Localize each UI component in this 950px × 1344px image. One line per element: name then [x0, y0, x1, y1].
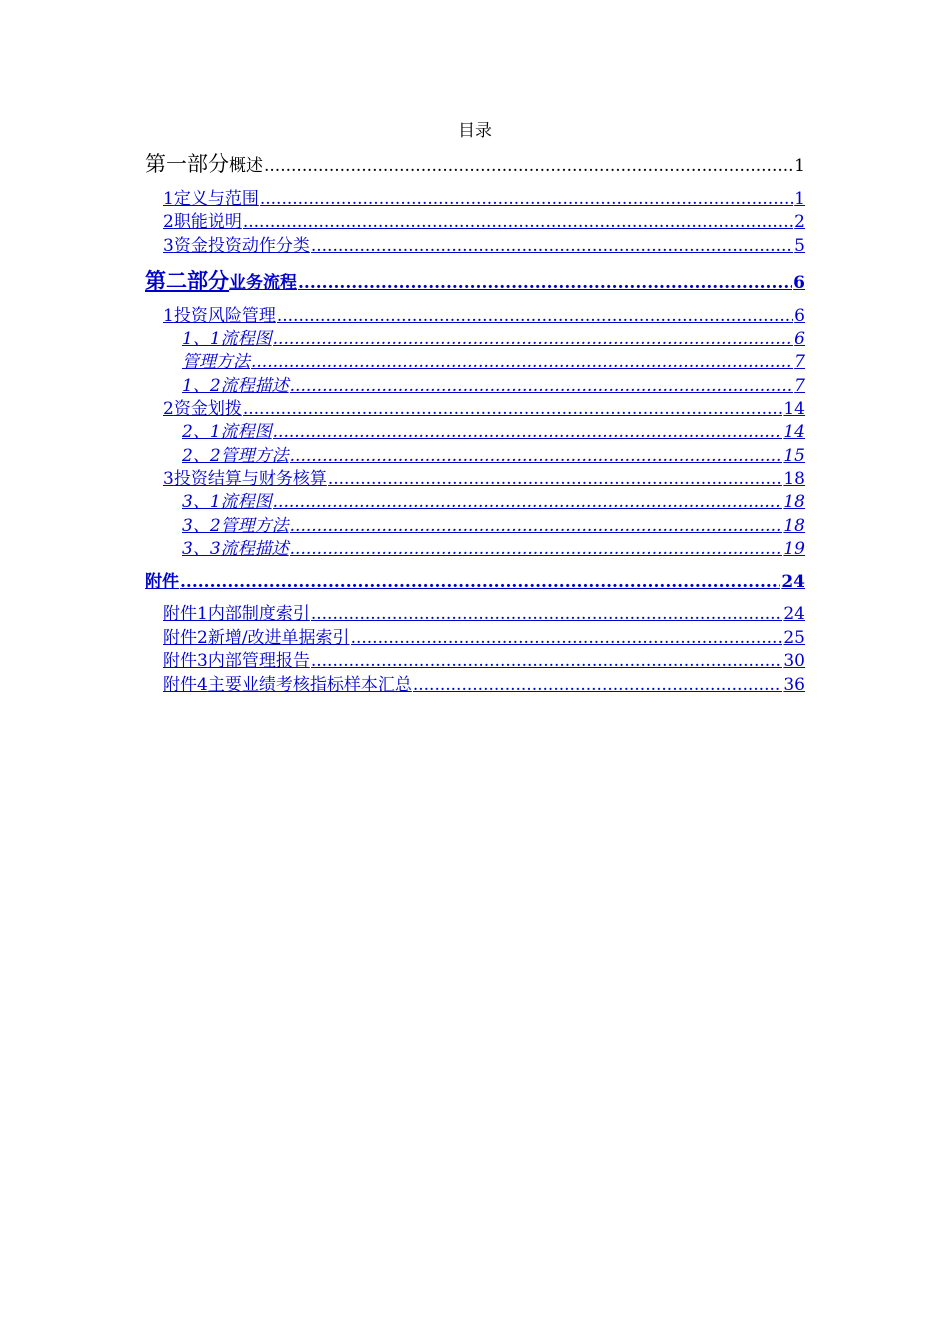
toc-entry-label: 定义与范围 [173, 189, 259, 209]
toc-entry-page: 24 [781, 572, 805, 592]
toc-entry-page: 24 [783, 604, 805, 624]
toc-entry-2-1-2[interactable] [182, 371, 805, 396]
toc-entry-label: 内部管理报告 [207, 651, 310, 671]
toc-entry-page: 6 [794, 306, 805, 326]
toc-entry-page: 6 [794, 329, 805, 349]
toc-entry-number: 3、1 [182, 492, 221, 512]
toc-entry-label: 内部制度索引 [207, 604, 310, 624]
toc-dot-leader [311, 651, 783, 671]
toc-entry-page: 19 [783, 539, 805, 559]
toc-entry-appendix[interactable] [145, 567, 805, 592]
toc-entry-appendix-3[interactable] [163, 646, 805, 671]
toc-dot-leader [290, 376, 794, 396]
toc-dot-leader [180, 572, 780, 592]
toc-dot-leader [413, 675, 783, 695]
toc-entry-2-1[interactable] [163, 301, 805, 326]
toc-entry-number: 3、2 [182, 516, 221, 536]
toc-dot-leader [264, 156, 793, 176]
toc-entry-number: 2 [163, 212, 174, 232]
toc-entry-page: 14 [783, 399, 805, 419]
toc-entry-page: 2 [794, 212, 805, 232]
toc-entry-2-1-method[interactable] [182, 347, 805, 372]
toc-dot-leader [311, 604, 783, 624]
toc-entry-number: 1 [163, 189, 174, 209]
toc-entry-2-2-2[interactable] [182, 441, 805, 466]
toc-entry-page: 18 [783, 469, 805, 489]
toc-entry-label: 管理方法 [220, 446, 289, 466]
toc-entry-label: 管理方法 [220, 516, 289, 536]
toc-entry-page: 7 [794, 376, 805, 396]
toc-entry-label: 附件 [145, 572, 179, 592]
toc-entry-2-1-1[interactable] [182, 324, 805, 349]
toc-entry-2-3-3[interactable] [182, 534, 805, 559]
toc-dot-leader [243, 212, 793, 232]
toc-entry-appendix-4[interactable] [163, 670, 805, 695]
toc-dot-leader [260, 189, 793, 209]
toc-entry-label: 流程描述 [220, 376, 289, 396]
toc-dot-leader [290, 446, 783, 466]
toc-entry-2-2-1[interactable] [182, 417, 805, 442]
toc-entry-page: 1 [794, 156, 805, 176]
toc-dot-leader [273, 492, 783, 512]
toc-entry-label: 业务流程 [229, 273, 297, 293]
toc-entry-page: 1 [794, 189, 805, 209]
toc-entry-label: 投资风险管理 [173, 306, 276, 326]
toc-entry-appendix-1[interactable] [163, 599, 805, 624]
toc-entry-label: 投资结算与财务核算 [173, 469, 327, 489]
toc-dot-leader [298, 273, 792, 293]
toc-dot-leader [311, 236, 793, 256]
toc-entry-page: 18 [783, 492, 805, 512]
toc-entry-label: 管理方法 [182, 352, 250, 372]
toc-entry-number: 附件1 [163, 604, 208, 624]
toc-entry-label: 概述 [229, 156, 263, 176]
toc-entry-number: 2、2 [182, 446, 221, 466]
toc-entry-2-3[interactable] [163, 464, 805, 489]
toc-dot-leader [290, 539, 783, 559]
toc-entry-number: 1、1 [182, 329, 221, 349]
toc-dot-leader [273, 422, 783, 442]
toc-entry-number: 3 [163, 469, 174, 489]
toc-entry-3[interactable] [163, 231, 805, 256]
toc-entry-page: 18 [783, 516, 805, 536]
toc-title: 目录 [458, 121, 492, 141]
toc-entry-page: 25 [783, 628, 805, 648]
toc-entry-number: 3 [163, 236, 174, 256]
toc-entry-page: 36 [783, 675, 805, 695]
toc-entry-2-3-2[interactable] [182, 511, 805, 536]
toc-entry-label: 资金划拨 [173, 399, 242, 419]
toc-entry-page: 6 [793, 273, 805, 293]
toc-dot-leader [290, 516, 783, 536]
toc-dot-leader [243, 399, 783, 419]
toc-dot-leader [251, 352, 793, 372]
toc-dot-leader [273, 329, 794, 349]
toc-entry-page: 30 [783, 651, 805, 671]
toc-entry-number: 附件4 [163, 675, 208, 695]
toc-entry-2-3-1[interactable] [182, 487, 805, 512]
toc-entry-page: 5 [794, 236, 805, 256]
toc-entry-part-1 [145, 148, 805, 178]
toc-entry-2-2[interactable] [163, 394, 805, 419]
toc-entry-label: 职能说明 [173, 212, 242, 232]
toc-entry-label: 流程图 [220, 492, 272, 512]
toc-entry-number: 2 [163, 399, 174, 419]
toc-entry-part-2[interactable] [145, 265, 805, 295]
toc-entry-number: 2、1 [182, 422, 221, 442]
toc-entry-label: 资金投资动作分类 [173, 236, 310, 256]
toc-entry-label: 主要业绩考核指标样本汇总 [207, 675, 412, 695]
toc-entry-page: 14 [783, 422, 805, 442]
toc-entry-label: 流程描述 [220, 539, 289, 559]
toc-entry-2[interactable] [163, 207, 805, 232]
toc-entry-number: 第二部分 [145, 268, 229, 293]
toc-entry-page: 7 [794, 352, 805, 372]
toc-entry-label: 流程图 [220, 422, 272, 442]
toc-entry-page: 15 [783, 446, 805, 466]
toc-entry-label: 流程图 [220, 329, 272, 349]
toc-dot-leader [351, 628, 783, 648]
toc-entry-number: 3、3 [182, 539, 221, 559]
toc-entry-appendix-2[interactable] [163, 623, 805, 648]
toc-entry-number: 1、2 [182, 376, 221, 396]
toc-entry-label: 新增/改进单据索引 [207, 628, 350, 648]
toc-entry-1[interactable] [163, 184, 805, 209]
toc-entry-number: 附件2 [163, 628, 208, 648]
toc-dot-leader [328, 469, 783, 489]
toc-entry-number: 第一部分 [145, 152, 229, 176]
toc-dot-leader [277, 306, 793, 326]
toc-entry-number: 附件3 [163, 651, 208, 671]
toc-entry-number: 1 [163, 306, 174, 326]
